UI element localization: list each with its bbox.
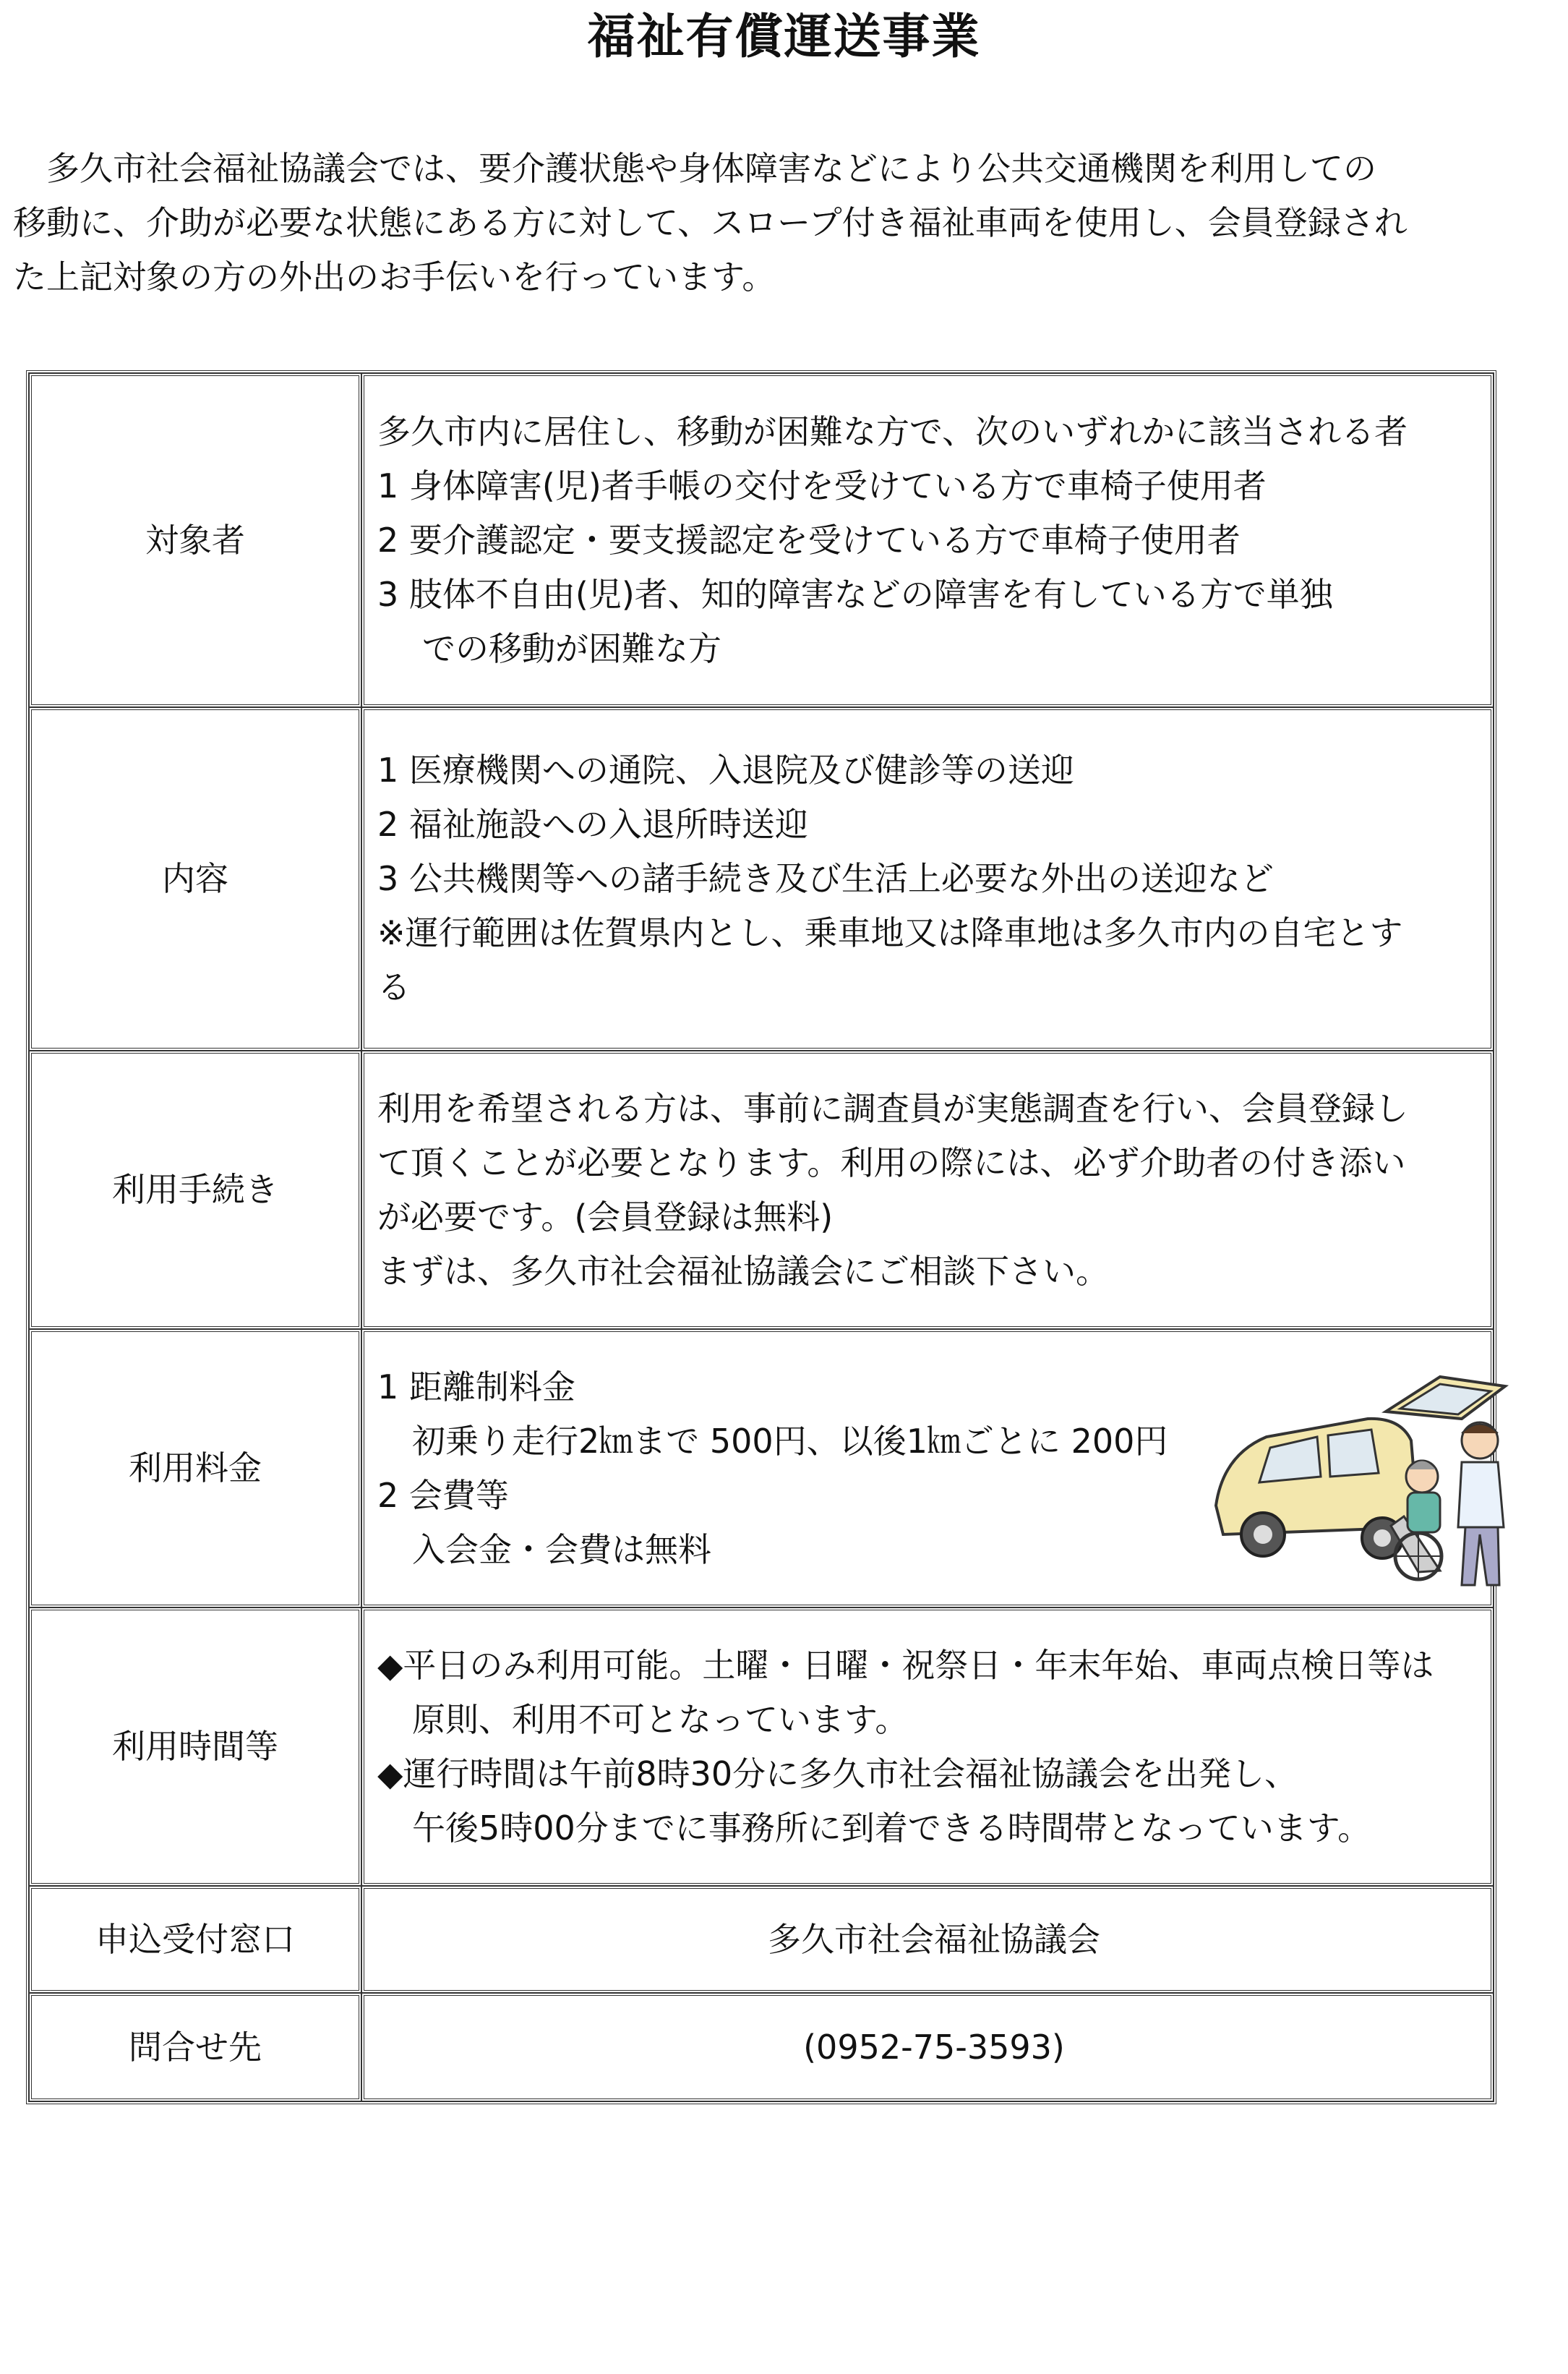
procedure-line: まずは、多久市社会福祉協議会にご相談下さい。 [377,1251,1109,1291]
row-target [29,373,1494,707]
target-line: 2 要介護認定・要支援認定を受けている方で車椅子使用者 [377,520,1241,560]
row-application-window [29,1886,1494,1993]
page-title: 福祉有償運送事業 [587,9,981,64]
content-line: 1 医療機関への通院、入退院及び健診等の送迎 [377,751,1074,790]
label-application-window: 申込受付窓口 [29,1886,361,1993]
label-procedure: 利用手続き [29,1051,361,1329]
fee-line: 2 会費等 [377,1475,509,1515]
procedure-line: が必要です。(会員登録は無料) [377,1197,834,1237]
target-line: 1 身体障害(児)者手帳の交付を受けている方で車椅子使用者 [377,466,1267,505]
content-procedure [361,1051,1494,1329]
fee-line: 初乗り走行2㎞まで 500円、以後1㎞ごとに 200円 [412,1421,1168,1461]
procedure-line: て頂くことが必要となります。利用の際には、必ず介助者の付き添い [377,1143,1406,1182]
content-line: ※運行範囲は佐賀県内とし、乗車地又は降車地は多久市内の自宅とす [377,913,1403,952]
hours-line: ◆平日のみ利用可能。土曜・日曜・祝祭日・年末年始、車両点検日等は [377,1645,1434,1685]
welfare-van-illustration [1201,1361,1520,1596]
intro-line: 移動に、介助が必要な状態にある方に対して、スロープ付き福祉車両を使用し、会員登録され [13,203,1408,242]
procedure-line: 利用を希望される方は、事前に調査員が実態調査を行い、会員登録し [377,1088,1408,1128]
row-hours [29,1607,1494,1886]
intro-paragraph [13,142,1466,304]
target-line: 3 肢体不自由(児)者、知的障害などの障害を有している方で単独 [377,574,1333,614]
row-contact [29,1993,1494,2101]
content-line: る [377,968,411,1007]
row-content [29,707,1494,1051]
hours-line: 午後5時00分までに事務所に到着できる時間帯となっています。 [412,1808,1371,1848]
fee-line: 1 距離制料金 [377,1367,575,1406]
value-contact-phone: (0952-75-3593) [361,1993,1494,2101]
content-fee [361,1329,1494,1607]
hours-line: ◆運行時間は午前8時30分に多久市社会福祉協議会を出発し、 [377,1754,1298,1793]
intro-line: 多久市社会福祉協議会では、要介護状態や身体障害などにより公共交通機関を利用しての [13,149,1376,188]
row-fee [29,1329,1494,1607]
content-line: 2 福祉施設への入退所時送迎 [377,805,808,844]
content-line: 3 公共機関等への諸手続き及び生活上必要な外出の送迎など [377,859,1274,898]
label-content: 内容 [29,707,361,1051]
content-content [361,707,1494,1051]
service-info-table [26,370,1496,2104]
label-fee: 利用料金 [29,1329,361,1607]
content-target [361,373,1494,707]
content-hours [361,1607,1494,1886]
target-line: での移動が困難な方 [422,628,721,668]
intro-line: た上記対象の方の外出のお手伝いを行っています。 [13,257,776,296]
label-hours: 利用時間等 [29,1607,361,1886]
hours-line: 原則、利用不可となっています。 [412,1699,909,1739]
fee-line: 入会金・会費は無料 [412,1529,711,1569]
label-contact: 問合せ先 [29,1993,361,2101]
label-target: 対象者 [29,373,361,707]
value-application-window: 多久市社会福祉協議会 [361,1886,1494,1993]
target-line: 多久市内に居住し、移動が困難な方で、次のいずれかに該当される者 [377,411,1408,451]
row-procedure [29,1051,1494,1329]
